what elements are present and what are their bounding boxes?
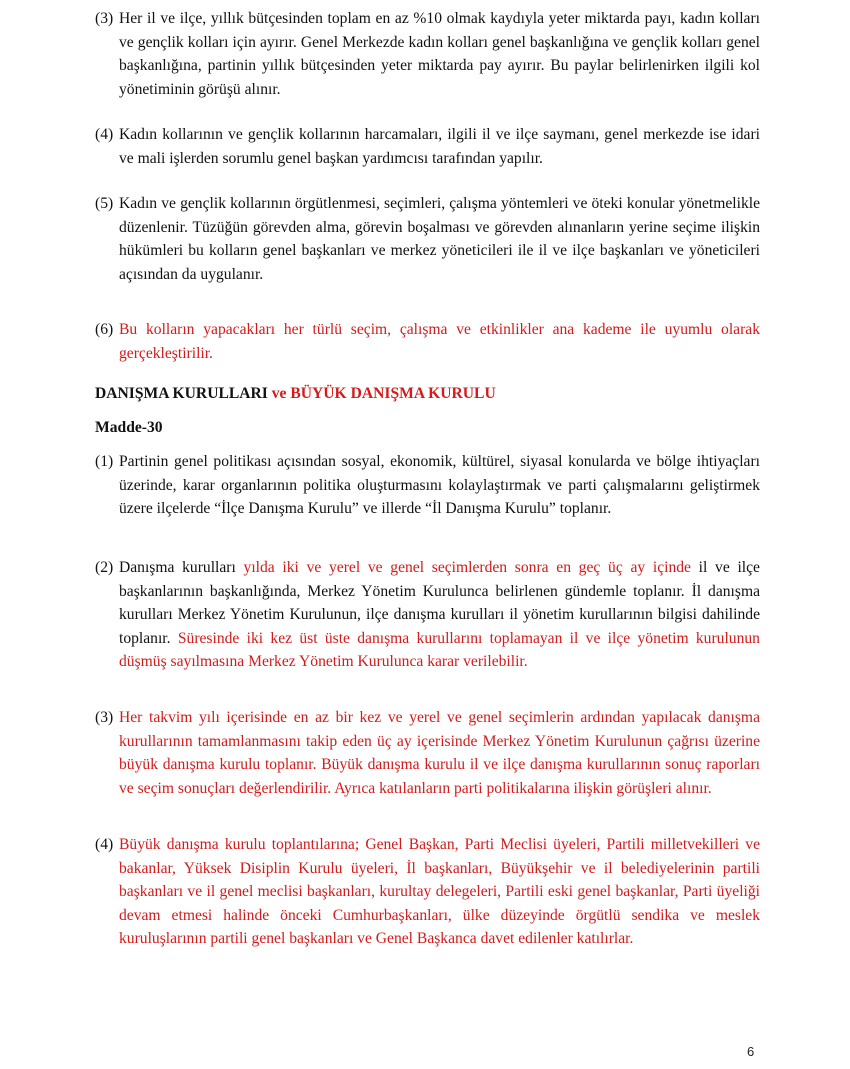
paragraph-number: (3)	[95, 709, 114, 726]
paragraph-3	[95, 706, 760, 800]
paragraph-4	[95, 833, 760, 951]
paragraph-body	[119, 706, 760, 800]
paragraph-number: (5)	[95, 195, 114, 212]
paragraph-text-amended: Bu kolların yapacakları her türlü seçim, çalışma ve etkinlikler ana kademe ile uyumlu olarak gerçekleştirilir.	[119, 321, 760, 362]
paragraph-body	[119, 833, 760, 951]
paragraph-body	[119, 318, 760, 365]
paragraph-body	[119, 192, 760, 286]
paragraph-text-amended: Büyük danışma kurulu toplantılarına; Genel Başkan, Parti Meclisi üyeleri, Partili milletvekilleri ve bakanlar, Yüksek Disiplin Kurulu üyeleri, İl başkanları, Büyükşehir ve il belediyelerinin partili başkanları ve il genel meclisi başkanları, kurultay delegeleri, Partili eski genel başkanlar, Parti üyeliği devam etmesi halinde önceki Cumhurbaşkanları, ülke düzeyinde örgütlü sendika ve meslek kuruluşlarının partili genel başkanları ve Genel Başkanca davet edilenler katılırlar.	[119, 836, 760, 947]
page-number: 6	[747, 1044, 755, 1059]
paragraph-6-top	[95, 318, 760, 365]
paragraph-text: Kadın ve gençlik kollarının örgütlenmesi, seçimleri, çalışma yöntemleri ve öteki konular yönetmelikle düzenlenir. Tüzüğün görevden alma, görevin boşalması ve görevden alınanların yerine seçime ilişkin hükümleri bu kolların genel başkanları ve merkez yöneticileri ile il ve ilçe başkanları ve yöneticileri açısından da uygulanır.	[119, 195, 760, 283]
paragraph-number: (2)	[95, 559, 114, 576]
paragraph-1	[95, 450, 760, 521]
paragraph-text: Danışma kurulları	[119, 559, 244, 576]
paragraph-number: (4)	[95, 836, 114, 853]
paragraph-4-top	[95, 123, 760, 170]
paragraph-2	[95, 556, 760, 674]
paragraph-text: Her il ve ilçe, yıllık bütçesinden toplam en az %10 olmak kaydıyla yeter miktarda payı, kadın kolları ve gençlik kolları için ayırır. Genel Merkezde kadın kolları genel başkanlığına ve gençlik kolları genel başkanlığına, partinin yıllık bütçesinden yeter miktarda pay ayırır. Bu paylar belirlenirken ilgili kol yönetiminin görüşü alınır.	[119, 10, 760, 98]
paragraph-number: (4)	[95, 126, 114, 143]
paragraph-body	[119, 123, 760, 170]
paragraph-body	[119, 7, 760, 101]
paragraph-number: (3)	[95, 10, 114, 27]
paragraph-text-amended: Süresinde iki kez üst üste danışma kurullarını toplamayan il ve ilçe yönetim kurulunun düşmüş sayılmasına Merkez Yönetim Kurulunca karar verilebilir.	[119, 629, 760, 670]
paragraph-text: Kadın kollarının ve gençlik kollarının harcamaları, ilgili il ve ilçe saymanı, genel merkezde ise idari ve mali işlerden sorumlu genel başkan yardımcısı tarafından yapılır.	[119, 126, 760, 167]
section-heading-main: DANIŞMA KURULLARI	[95, 385, 268, 402]
paragraph-number: (1)	[95, 453, 114, 470]
paragraph-text-amended: Her takvim yılı içerisinde en az bir kez ve yerel ve genel seçimlerin ardından yapılacak danışma kurullarının tamamlanmasını takip eden üç ay içerisinde Merkez Yönetim Kurulunun çağrısı üzerine büyük danışma kurulu toplanır. Büyük danışma kurulu il ve ilçe danışma kurullarının sonuç raporları ve seçim sonuçları değerlendirilir. Ayrıca katılanların parti politikalarına ilişkin görüşleri alınır.	[119, 709, 760, 797]
paragraph-5-top	[95, 192, 760, 286]
section-heading	[95, 383, 496, 405]
paragraph-text-amended: yılda iki ve yerel ve genel seçimlerden sonra en geç üç ay içinde	[243, 559, 691, 576]
paragraph-body	[119, 450, 760, 521]
paragraph-3-top	[95, 7, 760, 101]
paragraph-text: il ve ilçe başkanlarının başkanlığında, Merkez Yönetim Kurulunca belirlenen gündemle toplanır. İl danışma kurulları Merkez Yönetim Kurulunun, ilçe danışma kurulları il yönetim kurullarının bilgisi dahilinde toplanır.	[119, 559, 760, 647]
paragraph-text: Partinin genel politikası açısından sosyal, ekonomik, kültürel, siyasal konularda ve bölge ihtiyaçları üzerinde, karar organlarının politika oluşturmasını kolaylaştırmak ve parti çalışmalarını geliştirmek üzere ilçelerde “İlçe Danışma Kurulu” ve illerde “İl Danışma Kurulu” toplanır.	[119, 453, 760, 517]
paragraph-number: (6)	[95, 321, 114, 338]
section-heading-amended: ve BÜYÜK DANIŞMA KURULU	[267, 385, 496, 402]
article-title: Madde-30	[95, 419, 163, 436]
paragraph-body	[119, 556, 760, 674]
